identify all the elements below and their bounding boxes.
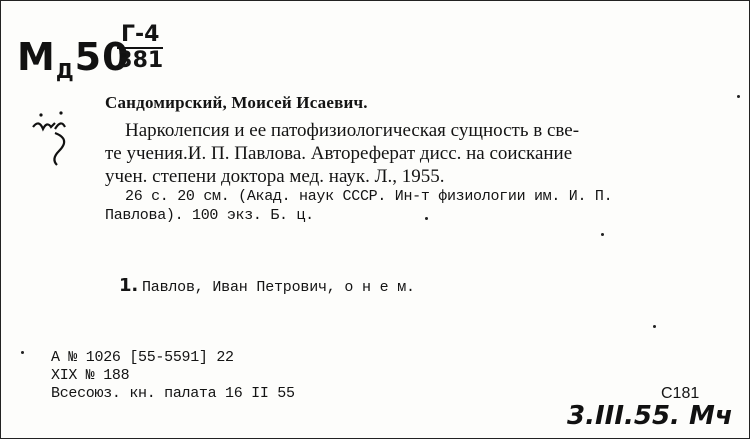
shelf-mark-fraction-bottom: 381: [117, 48, 164, 73]
shelf-mark-fraction-top: Г-4: [117, 23, 163, 49]
handwritten-margin-mark-icon: [31, 109, 71, 169]
subject-heading: [119, 275, 415, 296]
registry-line: XIX № 188: [51, 367, 130, 384]
registry-line: А № 1026 [55-5591] 22: [51, 349, 234, 366]
title-line: те учения.И. П. Павлова. Автореферат дисс. на соискание: [105, 143, 573, 164]
speck: [653, 325, 656, 328]
shelf-mark: [17, 35, 130, 83]
shelf-mark-letter: M: [17, 35, 56, 79]
shelf-mark-number: 50: [74, 35, 130, 79]
shelf-mark-fraction: [117, 23, 163, 73]
title-line: учен. степени доктора мед. наук. Л., 1955.: [105, 166, 445, 187]
speck: [425, 217, 428, 220]
speck: [737, 95, 740, 98]
registry-info: [51, 349, 295, 403]
title-statement: [105, 119, 705, 188]
speck: [21, 351, 24, 354]
registry-line: Всесоюз. кн. палата 16 II 55: [51, 385, 295, 402]
subject-text: Павлов, Иван Петрович, о н е м.: [141, 279, 415, 296]
collation-note: [105, 187, 705, 225]
author-heading: Сандомирский, Моисей Исаевич.: [105, 93, 368, 112]
collation-line: Павлова). 100 экз. Б. ц.: [105, 207, 314, 224]
class-code: С181: [661, 385, 700, 402]
title-line: Нарколепсия и ее патофизиологическая сущность в све-: [125, 120, 580, 141]
collation-line: 26 с. 20 см. (Акад. наук СССР. Ин-т физиологии им. И. П.: [125, 188, 613, 205]
shelf-mark-subscript: Д: [55, 59, 75, 83]
speck: [601, 233, 604, 236]
handwritten-date: 3.III.55. Мч: [567, 401, 733, 431]
subject-number: 1.: [119, 275, 138, 296]
